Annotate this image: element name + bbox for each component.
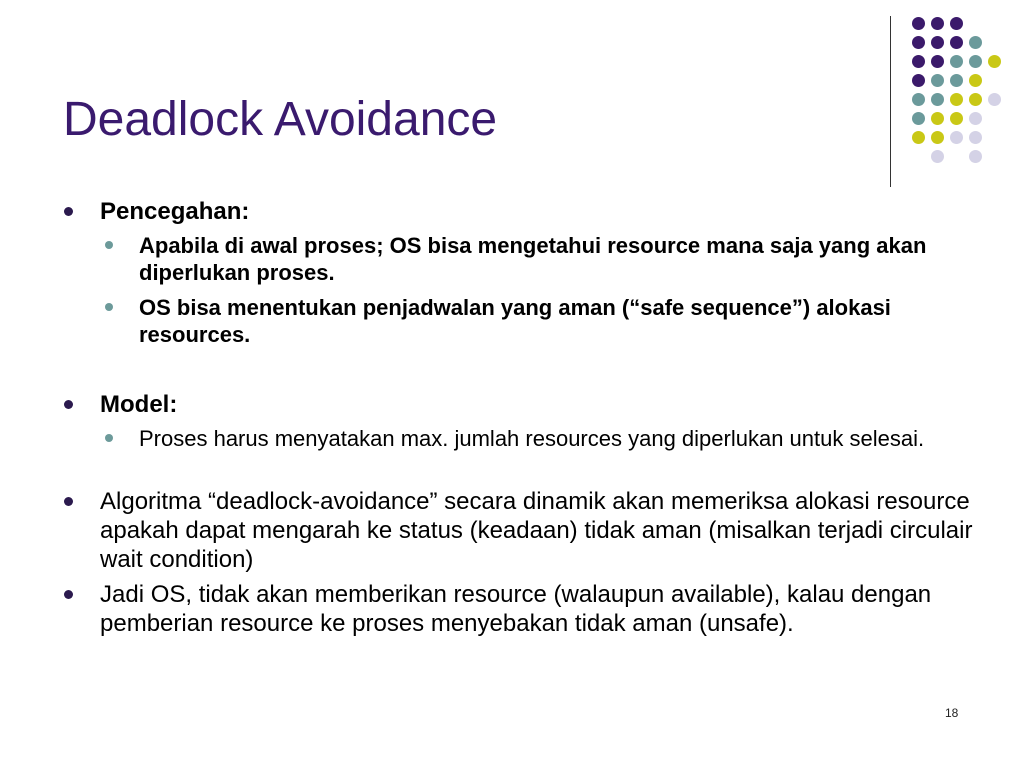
bullet-model: Model: bbox=[100, 390, 980, 419]
slide-title: Deadlock Avoidance bbox=[63, 93, 498, 146]
page-number: 18 bbox=[945, 706, 959, 720]
dot bbox=[969, 36, 982, 49]
sub-bullet: Apabila di awal proses; OS bisa mengetahui resource mana saja yang akan diperlukan proses. bbox=[139, 232, 969, 286]
bullet-algoritma: Algoritma “deadlock-avoidance” secara dinamik akan memeriksa alokasi resource apakah dapat mengarah ke status (keadaan) tidak aman (misalkan terjadi circulair wait condition) bbox=[100, 487, 980, 574]
dot bbox=[931, 93, 944, 106]
dot bbox=[988, 55, 1001, 68]
dot bbox=[912, 36, 925, 49]
dot bbox=[931, 150, 944, 163]
dot bbox=[969, 131, 982, 144]
dot bbox=[912, 74, 925, 87]
bullet-jadi-os: Jadi OS, tidak akan memberikan resource (walaupun available), kalau dengan pemberian resource ke proses menyebakan tidak aman (unsafe). bbox=[100, 580, 980, 638]
dot bbox=[931, 36, 944, 49]
dot bbox=[969, 74, 982, 87]
dot bbox=[950, 74, 963, 87]
dot bbox=[912, 131, 925, 144]
sub-bullet: Proses harus menyatakan max. jumlah resources yang diperlukan untuk selesai. bbox=[139, 425, 969, 452]
dot bbox=[931, 112, 944, 125]
dot bbox=[931, 131, 944, 144]
dot bbox=[969, 150, 982, 163]
dot bbox=[950, 36, 963, 49]
dot bbox=[950, 93, 963, 106]
bullet-pencegahan: Pencegahan: bbox=[100, 197, 980, 226]
dot bbox=[950, 17, 963, 30]
dot bbox=[988, 93, 1001, 106]
dot bbox=[950, 131, 963, 144]
dot bbox=[931, 55, 944, 68]
dot bbox=[912, 93, 925, 106]
dot bbox=[950, 55, 963, 68]
dot bbox=[950, 112, 963, 125]
dot bbox=[931, 74, 944, 87]
dot bbox=[969, 93, 982, 106]
dot bbox=[931, 17, 944, 30]
dot-grid-decoration bbox=[0, 0, 1024, 200]
dot bbox=[912, 17, 925, 30]
dot bbox=[912, 112, 925, 125]
sub-bullet: OS bisa menentukan penjadwalan yang aman (“safe sequence”) alokasi resources. bbox=[139, 294, 969, 348]
dot bbox=[969, 112, 982, 125]
dot bbox=[969, 55, 982, 68]
dot bbox=[912, 55, 925, 68]
